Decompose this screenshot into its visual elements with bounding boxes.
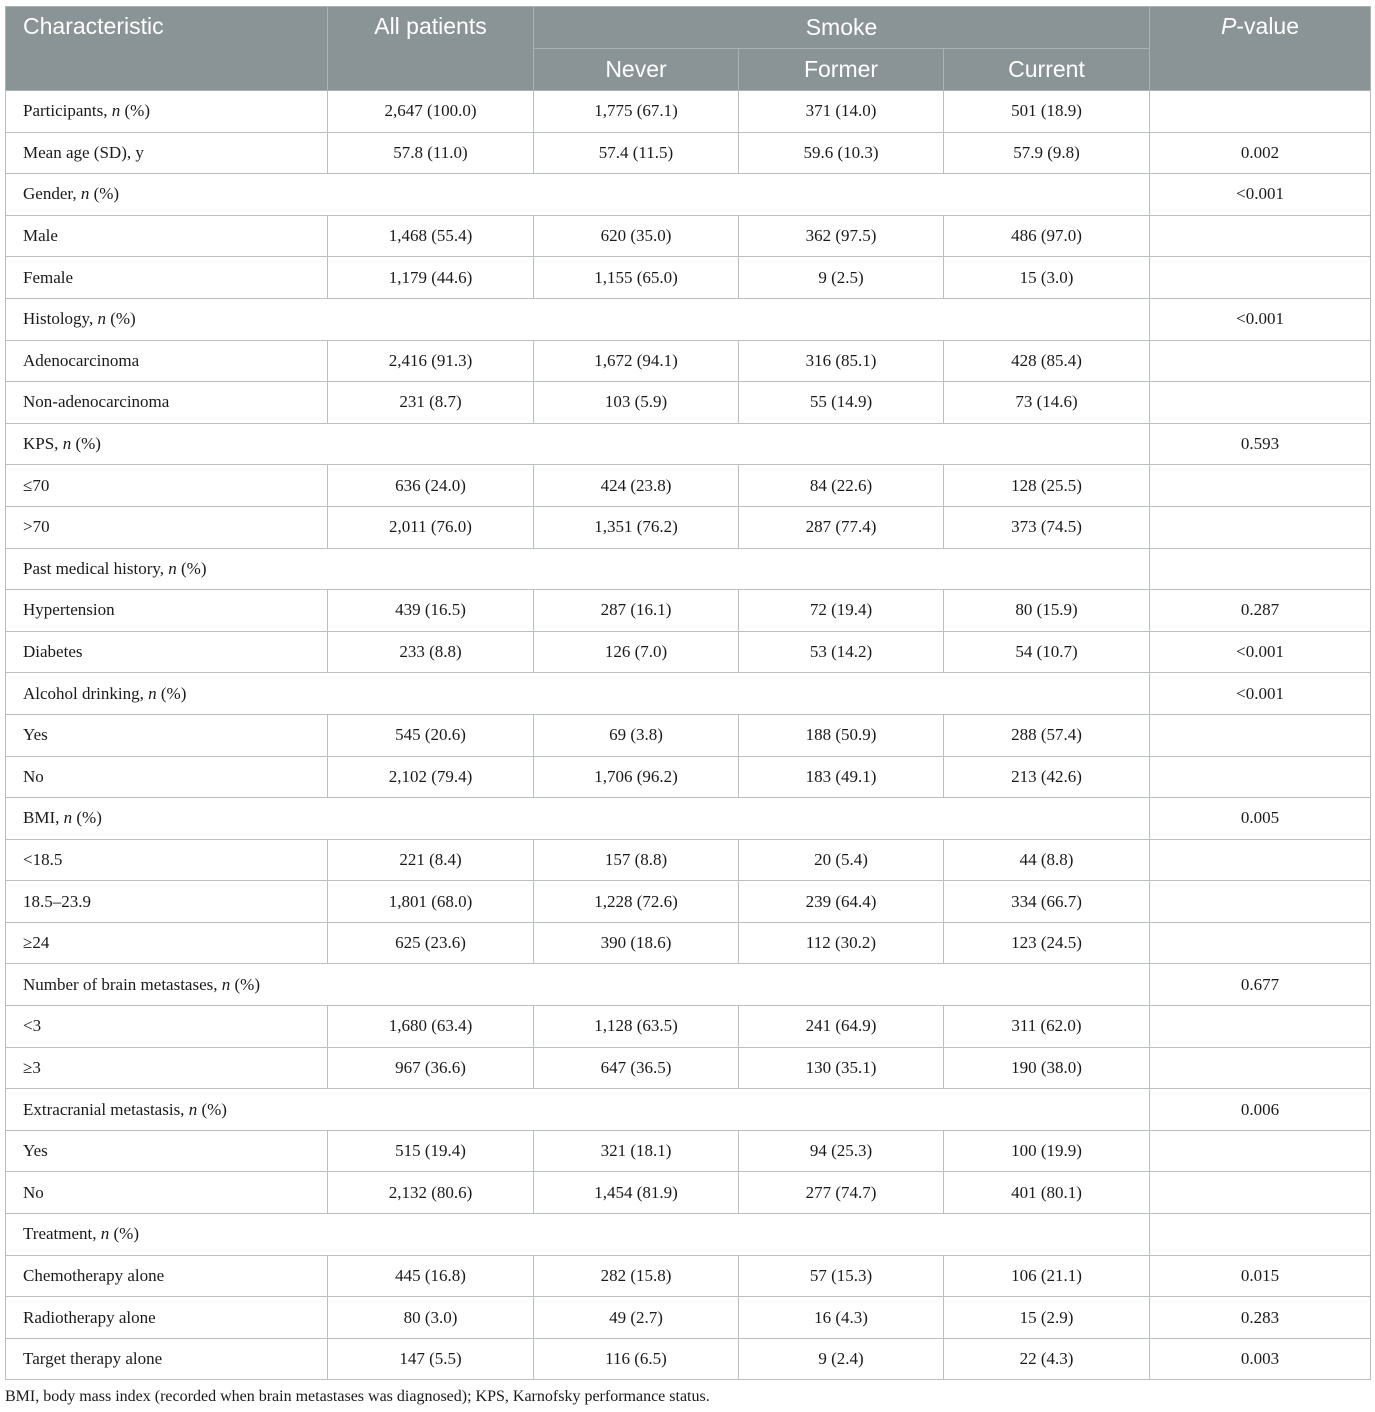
- row-label-suffix: (%): [197, 1099, 227, 1119]
- header-former: Former: [739, 49, 944, 91]
- row-label-text: ≤70: [23, 475, 50, 495]
- cell-never: 424 (23.8): [534, 465, 739, 507]
- row-label-italic: n: [148, 683, 157, 703]
- cell-former: 316 (85.1): [739, 340, 944, 382]
- row-label-text: Number of brain metastases,: [23, 974, 222, 994]
- header-p-italic: P: [1221, 13, 1237, 39]
- table-row: [6, 839, 1371, 881]
- table-row: [6, 1255, 1371, 1297]
- cell-current: 311 (62.0): [944, 1006, 1150, 1048]
- cell-never: 1,155 (65.0): [534, 257, 739, 299]
- row-label: [6, 839, 328, 881]
- cell-never: 321 (18.1): [534, 1130, 739, 1172]
- cell-current: 428 (85.4): [944, 340, 1150, 382]
- cell-p-value: [1150, 1172, 1371, 1214]
- row-label-text: KPS,: [23, 434, 63, 454]
- table-row: [6, 922, 1371, 964]
- cell-p-value: 0.015: [1150, 1255, 1371, 1297]
- row-label: [6, 1130, 328, 1172]
- cell-never: 620 (35.0): [534, 215, 739, 257]
- cell-current: 334 (66.7): [944, 881, 1150, 923]
- row-label: [6, 881, 328, 923]
- row-label-suffix: (%): [71, 434, 101, 454]
- cell-former: 277 (74.7): [739, 1172, 944, 1214]
- cell-former: 188 (50.9): [739, 714, 944, 756]
- cell-former: 84 (22.6): [739, 465, 944, 507]
- cell-current: 73 (14.6): [944, 382, 1150, 424]
- cell-p-value: 0.677: [1150, 964, 1371, 1006]
- row-label-text: Adenocarcinoma: [23, 350, 140, 370]
- row-label: [6, 548, 328, 590]
- cell-former: 371 (14.0): [739, 91, 944, 133]
- row-label-suffix: (%): [230, 974, 260, 994]
- table-row: [6, 714, 1371, 756]
- group-spacer-cell: [328, 174, 1150, 216]
- header-never: Never: [534, 49, 739, 91]
- row-label-italic: n: [80, 184, 90, 204]
- row-label-text: ≥3: [23, 1057, 41, 1077]
- cell-never: 1,706 (96.2): [534, 756, 739, 798]
- cell-p-value: <0.001: [1150, 174, 1371, 216]
- row-label: [6, 1214, 328, 1256]
- row-label-text: BMI,: [23, 808, 64, 828]
- cell-never: 57.4 (11.5): [534, 132, 739, 174]
- row-label-text: Past medical history,: [23, 558, 169, 578]
- cell-current: 213 (42.6): [944, 756, 1150, 798]
- cell-all-patients: 1,468 (55.4): [328, 215, 534, 257]
- cell-p-value: [1150, 465, 1371, 507]
- table-group-row: [6, 174, 1371, 216]
- cell-current: 80 (15.9): [944, 590, 1150, 632]
- cell-all-patients: 147 (5.5): [328, 1338, 534, 1380]
- cell-former: 130 (35.1): [739, 1047, 944, 1089]
- cell-never: 69 (3.8): [534, 714, 739, 756]
- cell-former: 20 (5.4): [739, 839, 944, 881]
- row-label-text: Treatment,: [23, 1224, 101, 1244]
- cell-never: 126 (7.0): [534, 631, 739, 673]
- cell-p-value: 0.003: [1150, 1338, 1371, 1380]
- cell-p-value: 0.283: [1150, 1297, 1371, 1339]
- cell-former: 9 (2.4): [739, 1338, 944, 1380]
- cell-former: 57 (15.3): [739, 1255, 944, 1297]
- cell-never: 116 (6.5): [534, 1338, 739, 1380]
- table-row: [6, 340, 1371, 382]
- row-label: [6, 922, 328, 964]
- row-label-text: ≥24: [23, 933, 50, 953]
- cell-all-patients: 636 (24.0): [328, 465, 534, 507]
- header-all-patients: All patients: [328, 7, 534, 91]
- table-row: [6, 631, 1371, 673]
- table-group-row: [6, 548, 1371, 590]
- row-label-text: <3: [23, 1016, 42, 1036]
- group-spacer-cell: [328, 1089, 1150, 1131]
- cell-former: 55 (14.9): [739, 382, 944, 424]
- header-characteristic: Characteristic: [6, 7, 328, 91]
- cell-current: 57.9 (9.8): [944, 132, 1150, 174]
- row-label-suffix: (%): [109, 1224, 139, 1244]
- cell-all-patients: 445 (16.8): [328, 1255, 534, 1297]
- cell-current: 22 (4.3): [944, 1338, 1150, 1380]
- table-row: [6, 132, 1371, 174]
- group-spacer-cell: [328, 673, 1150, 715]
- row-label-suffix: (%): [105, 309, 136, 329]
- cell-current: 501 (18.9): [944, 91, 1150, 133]
- cell-former: 239 (64.4): [739, 881, 944, 923]
- table-footnote: BMI, body mass index (recorded when brain metastases was diagnosed); KPS, Karnofsky performance status.: [5, 1388, 710, 1405]
- cell-current: 15 (2.9): [944, 1297, 1150, 1339]
- row-label-italic: n: [221, 974, 231, 994]
- row-label-italic: n: [97, 309, 106, 329]
- row-label: [6, 382, 328, 424]
- cell-all-patients: 515 (19.4): [328, 1130, 534, 1172]
- row-label: [6, 298, 328, 340]
- row-label-text: Male: [23, 226, 58, 246]
- row-label: [6, 673, 328, 715]
- row-label-text: Hypertension: [23, 600, 115, 620]
- cell-p-value: [1150, 839, 1371, 881]
- row-label-italic: n: [100, 1224, 110, 1244]
- cell-p-value: [1150, 1006, 1371, 1048]
- row-label-suffix: (%): [156, 683, 187, 703]
- cell-p-value: [1150, 1214, 1371, 1256]
- header-current: Current: [944, 49, 1150, 91]
- table-row: [6, 257, 1371, 299]
- row-label-text: <18.5: [23, 849, 63, 869]
- table-group-row: [6, 1089, 1371, 1131]
- row-label-suffix: (%): [120, 101, 150, 121]
- cell-current: 373 (74.5): [944, 506, 1150, 548]
- cell-current: 288 (57.4): [944, 714, 1150, 756]
- cell-all-patients: 1,680 (63.4): [328, 1006, 534, 1048]
- cell-p-value: [1150, 506, 1371, 548]
- cell-never: 1,128 (63.5): [534, 1006, 739, 1048]
- table-header: [6, 7, 1371, 91]
- cell-all-patients: 2,416 (91.3): [328, 340, 534, 382]
- cell-all-patients: 1,179 (44.6): [328, 257, 534, 299]
- table-row: [6, 91, 1371, 133]
- row-label: [6, 465, 328, 507]
- table-row: [6, 881, 1371, 923]
- cell-all-patients: 2,102 (79.4): [328, 756, 534, 798]
- row-label: [6, 631, 328, 673]
- cell-p-value: [1150, 922, 1371, 964]
- row-label-text: Alcohol drinking,: [23, 683, 149, 703]
- header-smoke: Smoke: [534, 7, 1150, 49]
- table-group-row: [6, 423, 1371, 465]
- row-label-text: Extracranial metastasis,: [23, 1099, 189, 1119]
- row-label-italic: n: [188, 1099, 198, 1119]
- row-label-italic: n: [111, 101, 121, 121]
- cell-never: 1,775 (67.1): [534, 91, 739, 133]
- row-label: [6, 257, 328, 299]
- cell-p-value: <0.001: [1150, 631, 1371, 673]
- row-label-text: Radiotherapy alone: [23, 1307, 156, 1327]
- cell-never: 1,228 (72.6): [534, 881, 739, 923]
- cell-all-patients: 2,011 (76.0): [328, 506, 534, 548]
- row-label: [6, 964, 328, 1006]
- row-label-text: Mean age (SD), y: [23, 142, 144, 162]
- row-label-text: 18.5–23.9: [23, 891, 91, 911]
- row-label: [6, 1255, 328, 1297]
- cell-former: 16 (4.3): [739, 1297, 944, 1339]
- cell-p-value: [1150, 340, 1371, 382]
- cell-p-value: <0.001: [1150, 673, 1371, 715]
- row-label-text: Diabetes: [23, 642, 83, 662]
- cell-all-patients: 1,801 (68.0): [328, 881, 534, 923]
- characteristics-table: [5, 6, 1371, 1380]
- cell-p-value: [1150, 1047, 1371, 1089]
- row-label-italic: n: [63, 808, 73, 828]
- row-label: [6, 423, 328, 465]
- table-row: [6, 382, 1371, 424]
- row-label-suffix: (%): [89, 184, 120, 204]
- row-label-suffix: (%): [176, 558, 207, 578]
- table-row: [6, 1338, 1371, 1380]
- cell-never: 282 (15.8): [534, 1255, 739, 1297]
- row-label-text: Target therapy alone: [23, 1349, 163, 1369]
- row-label: [6, 506, 328, 548]
- cell-never: 1,454 (81.9): [534, 1172, 739, 1214]
- row-label: [6, 1089, 328, 1131]
- cell-all-patients: 625 (23.6): [328, 922, 534, 964]
- table-row: [6, 590, 1371, 632]
- row-label-text: Non-adenocarcinoma: [23, 392, 170, 412]
- cell-p-value: 0.287: [1150, 590, 1371, 632]
- row-label-text: Female: [23, 267, 74, 287]
- table-row: [6, 1297, 1371, 1339]
- row-label-text: Gender,: [23, 184, 81, 204]
- cell-all-patients: 57.8 (11.0): [328, 132, 534, 174]
- group-spacer-cell: [328, 548, 1150, 590]
- row-label-italic: n: [62, 434, 72, 454]
- cell-all-patients: 2,132 (80.6): [328, 1172, 534, 1214]
- cell-former: 241 (64.9): [739, 1006, 944, 1048]
- table-row: [6, 1130, 1371, 1172]
- table-row: [6, 215, 1371, 257]
- row-label-text: Chemotherapy alone: [23, 1265, 165, 1285]
- cell-p-value: [1150, 91, 1371, 133]
- table-row: [6, 1172, 1371, 1214]
- cell-never: 157 (8.8): [534, 839, 739, 881]
- cell-current: 123 (24.5): [944, 922, 1150, 964]
- cell-p-value: 0.593: [1150, 423, 1371, 465]
- cell-former: 53 (14.2): [739, 631, 944, 673]
- cell-all-patients: 80 (3.0): [328, 1297, 534, 1339]
- cell-all-patients: 545 (20.6): [328, 714, 534, 756]
- table-group-row: [6, 1214, 1371, 1256]
- cell-never: 1,351 (76.2): [534, 506, 739, 548]
- cell-all-patients: 967 (36.6): [328, 1047, 534, 1089]
- row-label: [6, 1338, 328, 1380]
- row-label: [6, 91, 328, 133]
- cell-never: 103 (5.9): [534, 382, 739, 424]
- cell-all-patients: 439 (16.5): [328, 590, 534, 632]
- table-group-row: [6, 964, 1371, 1006]
- row-label-text: Histology,: [23, 309, 98, 329]
- cell-p-value: [1150, 714, 1371, 756]
- cell-former: 183 (49.1): [739, 756, 944, 798]
- row-label: [6, 132, 328, 174]
- cell-all-patients: 233 (8.8): [328, 631, 534, 673]
- cell-current: 486 (97.0): [944, 215, 1150, 257]
- row-label: [6, 340, 328, 382]
- table-row: [6, 1047, 1371, 1089]
- table-row: [6, 506, 1371, 548]
- cell-p-value: [1150, 881, 1371, 923]
- row-label-suffix: (%): [72, 808, 102, 828]
- cell-p-value: [1150, 382, 1371, 424]
- group-spacer-cell: [328, 964, 1150, 1006]
- row-label: [6, 756, 328, 798]
- cell-never: 49 (2.7): [534, 1297, 739, 1339]
- group-spacer-cell: [328, 298, 1150, 340]
- cell-never: 647 (36.5): [534, 1047, 739, 1089]
- cell-current: 190 (38.0): [944, 1047, 1150, 1089]
- row-label: [6, 714, 328, 756]
- row-label: [6, 798, 328, 840]
- table-row: [6, 756, 1371, 798]
- cell-former: 112 (30.2): [739, 922, 944, 964]
- row-label-text: No: [23, 1182, 44, 1202]
- cell-never: 1,672 (94.1): [534, 340, 739, 382]
- cell-former: 94 (25.3): [739, 1130, 944, 1172]
- cell-current: 100 (19.9): [944, 1130, 1150, 1172]
- cell-all-patients: 2,647 (100.0): [328, 91, 534, 133]
- table-group-row: [6, 298, 1371, 340]
- table-group-row: [6, 673, 1371, 715]
- cell-current: 106 (21.1): [944, 1255, 1150, 1297]
- row-label-text: No: [23, 766, 44, 786]
- row-label-text: Yes: [23, 725, 48, 745]
- cell-former: 287 (77.4): [739, 506, 944, 548]
- row-label: [6, 590, 328, 632]
- table-body: [6, 91, 1371, 1380]
- cell-p-value: [1150, 756, 1371, 798]
- data-table-container: [5, 6, 1370, 1380]
- cell-p-value: 0.002: [1150, 132, 1371, 174]
- cell-p-value: [1150, 1130, 1371, 1172]
- cell-all-patients: 221 (8.4): [328, 839, 534, 881]
- table-row: [6, 465, 1371, 507]
- cell-p-value: [1150, 215, 1371, 257]
- cell-current: 54 (10.7): [944, 631, 1150, 673]
- row-label: [6, 1297, 328, 1339]
- cell-current: 128 (25.5): [944, 465, 1150, 507]
- cell-former: 9 (2.5): [739, 257, 944, 299]
- group-spacer-cell: [328, 1214, 1150, 1256]
- group-spacer-cell: [328, 798, 1150, 840]
- cell-current: 44 (8.8): [944, 839, 1150, 881]
- cell-former: 72 (19.4): [739, 590, 944, 632]
- row-label: [6, 1172, 328, 1214]
- cell-former: 59.6 (10.3): [739, 132, 944, 174]
- table-row: [6, 1006, 1371, 1048]
- cell-never: 390 (18.6): [534, 922, 739, 964]
- row-label-text: >70: [23, 517, 50, 537]
- row-label: [6, 1047, 328, 1089]
- cell-p-value: <0.001: [1150, 298, 1371, 340]
- cell-all-patients: 231 (8.7): [328, 382, 534, 424]
- cell-p-value: [1150, 548, 1371, 590]
- group-spacer-cell: [328, 423, 1150, 465]
- cell-p-value: [1150, 257, 1371, 299]
- cell-former: 362 (97.5): [739, 215, 944, 257]
- cell-p-value: 0.006: [1150, 1089, 1371, 1131]
- row-label: [6, 215, 328, 257]
- header-p-rest: -value: [1236, 13, 1300, 39]
- cell-p-value: 0.005: [1150, 798, 1371, 840]
- row-label-text: Participants,: [23, 101, 112, 121]
- table-group-row: [6, 798, 1371, 840]
- row-label: [6, 1006, 328, 1048]
- cell-current: 15 (3.0): [944, 257, 1150, 299]
- row-label-text: Yes: [23, 1141, 48, 1161]
- cell-never: 287 (16.1): [534, 590, 739, 632]
- header-p-value: [1150, 7, 1371, 91]
- row-label: [6, 174, 328, 216]
- row-label-italic: n: [168, 558, 177, 578]
- cell-current: 401 (80.1): [944, 1172, 1150, 1214]
